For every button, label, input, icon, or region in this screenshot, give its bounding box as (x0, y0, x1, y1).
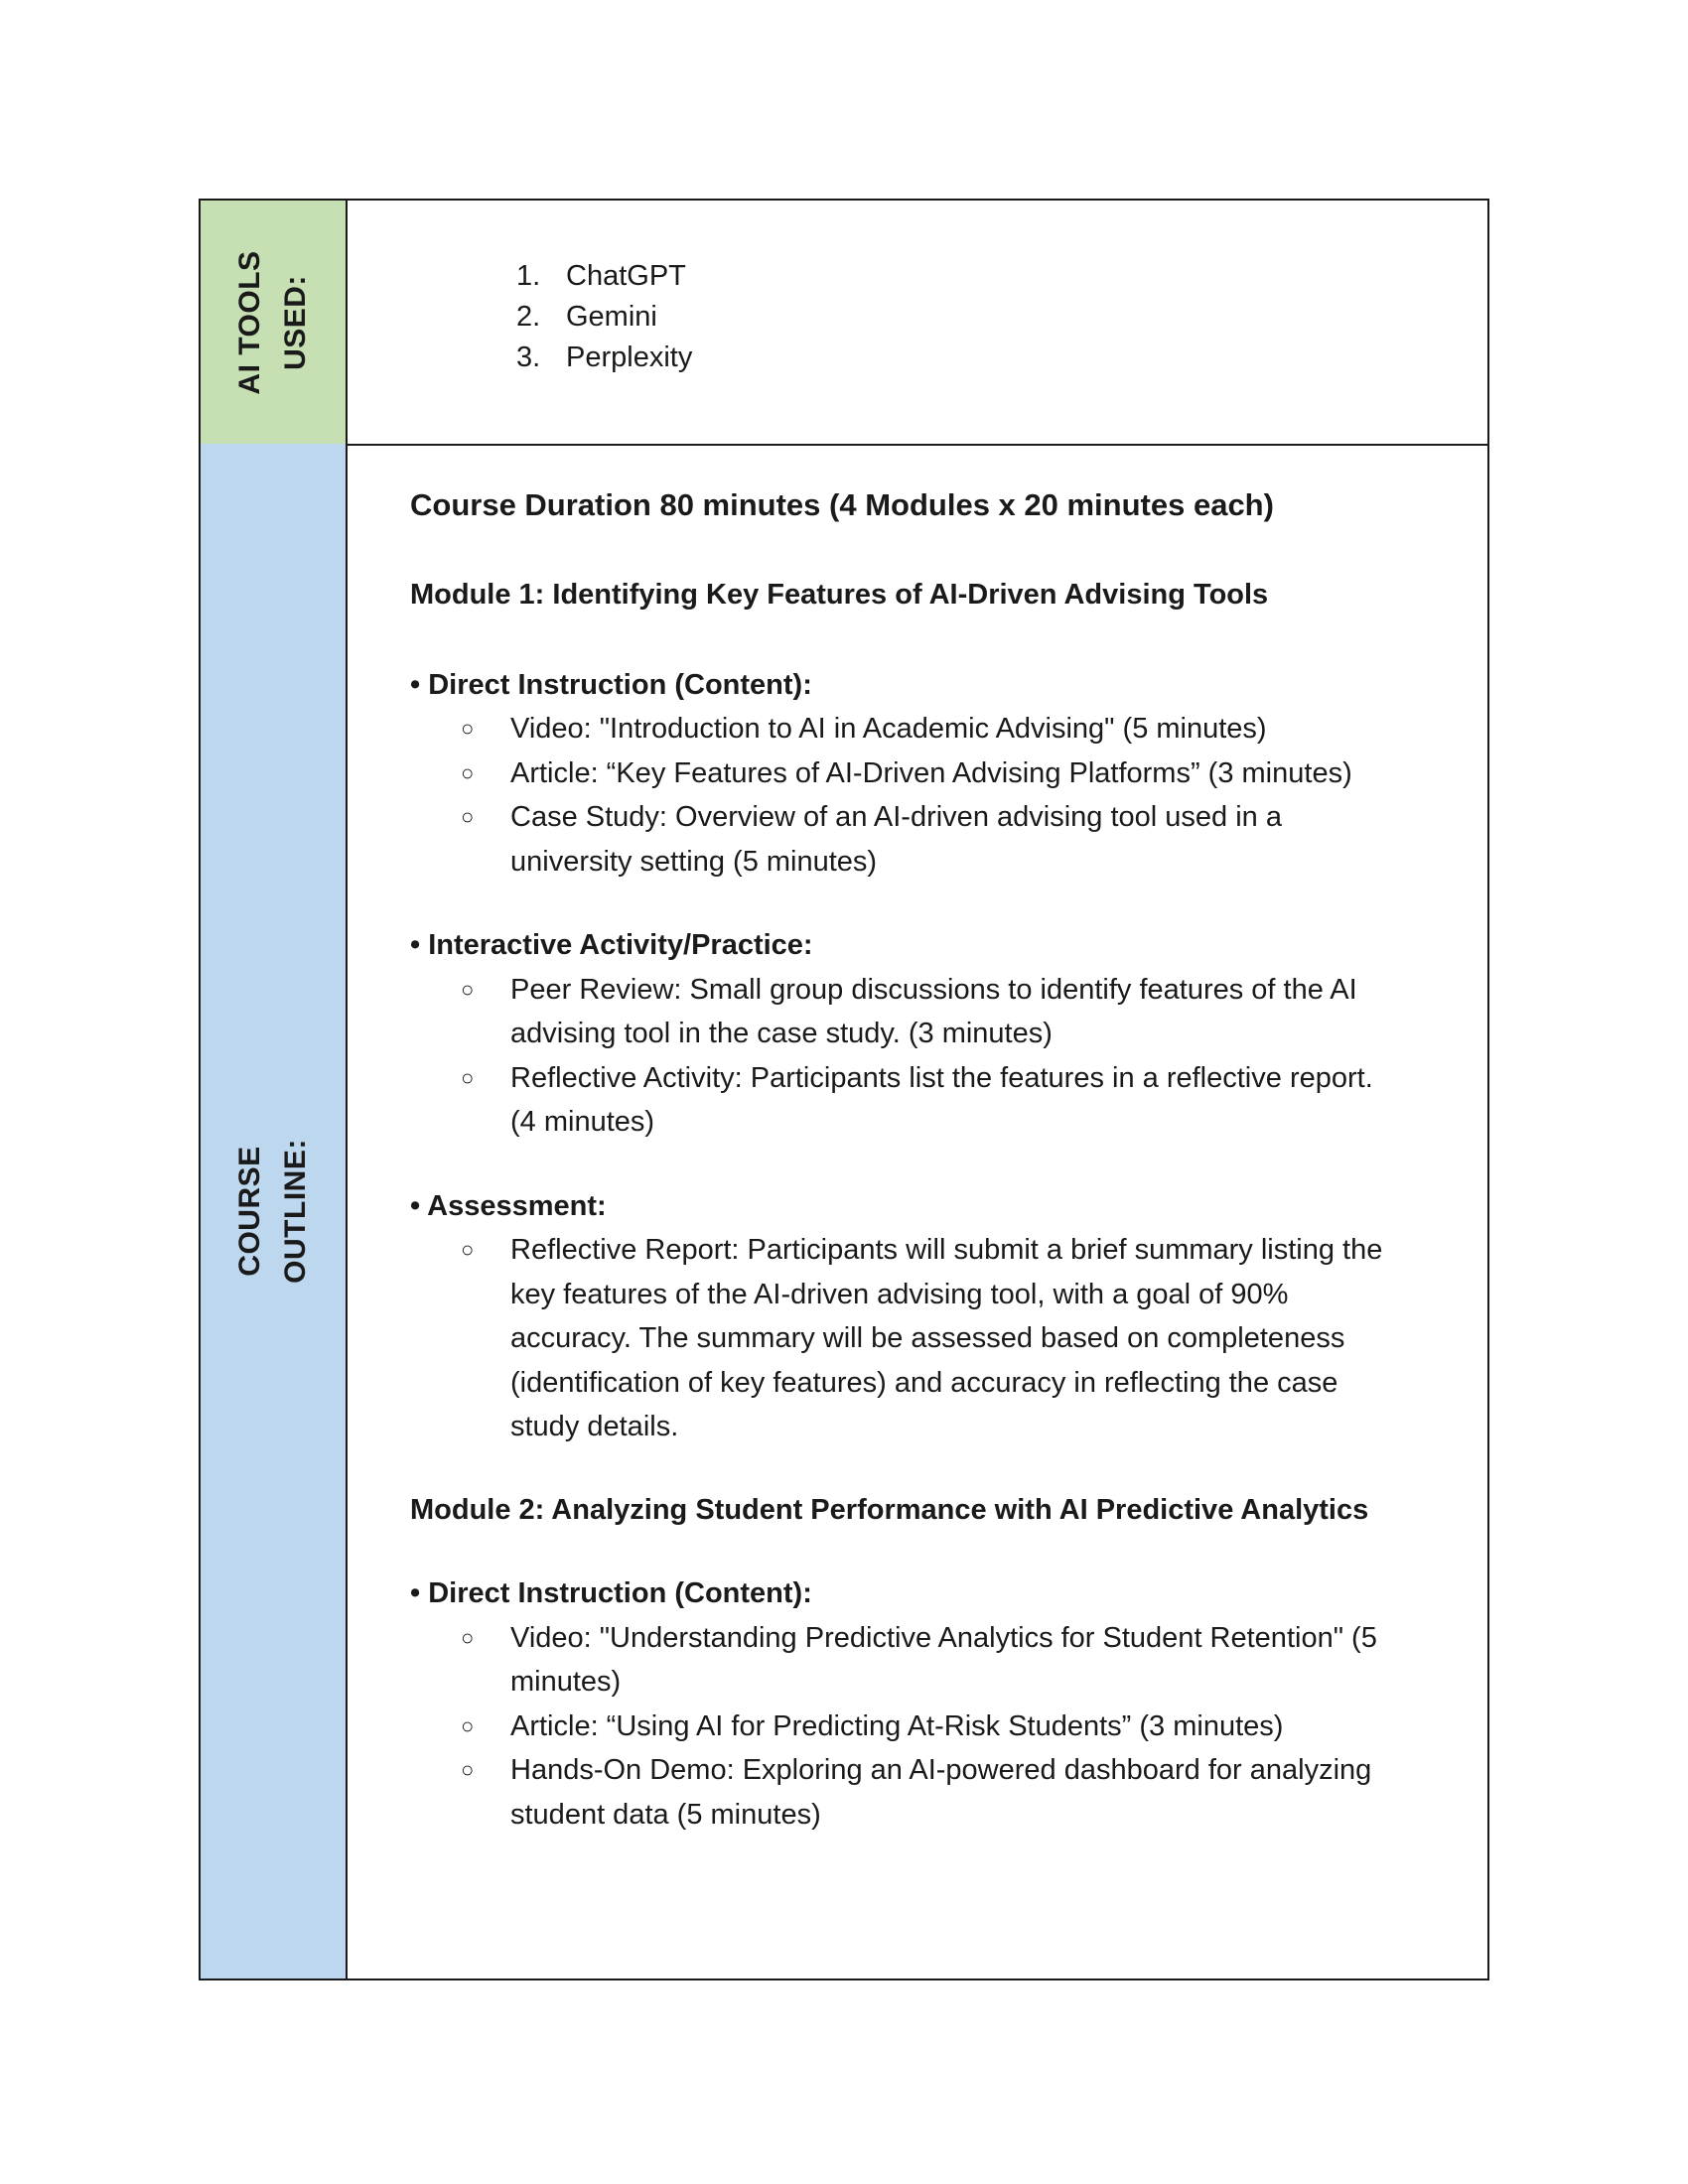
list-item: ○ Video: "Understanding Predictive Analytics for Student Retention" (5 minutes) (410, 1616, 1403, 1705)
list-item: 2. Gemini (516, 301, 657, 333)
ai-tools-label-cell (201, 201, 348, 444)
course-outline-label (227, 1139, 319, 1284)
bullet-circle-icon: ○ (461, 804, 475, 829)
bullet-circle-icon: ○ (461, 1624, 475, 1650)
list-item: ○ Case Study: Overview of an AI-driven advising tool used in a university setting (5 minutes) (410, 795, 1403, 884)
tool-name: Perplexity (566, 341, 693, 373)
course-outline-row (201, 444, 1487, 1979)
list-item: ○ Hands-On Demo: Exploring an AI-powered dashboard for analyzing student data (5 minutes) (410, 1748, 1403, 1837)
module-1-title: Module 1: Identifying Key Features of AI-Driven Advising Tools (410, 579, 1269, 611)
list-item: ○ Article: “Using AI for Predicting At-Risk Students” (3 minutes) (410, 1705, 1403, 1749)
bullet-circle-icon: ○ (461, 1712, 475, 1738)
list-item: 3. Perplexity (516, 341, 693, 373)
list-item: ○ Article: “Key Features of AI-Driven Advising Platforms” (3 minutes) (410, 751, 1403, 796)
course-table (199, 199, 1489, 1980)
section-heading: • Direct Instruction (Content): (410, 668, 812, 701)
course-outline-label-line1: COURSE (233, 1146, 266, 1277)
section-list (410, 707, 1403, 884)
ai-tools-label (227, 250, 319, 394)
tool-name: ChatGPT (566, 260, 686, 292)
list-item: ○ Reflective Report: Participants will submit a brief summary listing the key features of the AI-driven advising tool, with a goal of 90% accuracy. The summary will be assessed based on completeness (identification of key features) and accuracy in reflecting the case study details. (410, 1228, 1403, 1449)
course-duration-heading: Course Duration 80 minutes (4 Modules x 20 minutes each) (410, 487, 1274, 522)
section-heading: • Assessment: (410, 1189, 607, 1222)
ai-tools-label-line1: AI TOOLS (233, 249, 266, 395)
list-item: 1. ChatGPT (516, 260, 686, 292)
list-item: ○ Video: "Introduction to AI in Academic Advising" (5 minutes) (410, 707, 1403, 751)
section-list (410, 1228, 1403, 1449)
section-heading: • Interactive Activity/Practice: (410, 929, 813, 961)
list-item: ○ Peer Review: Small group discussions to identify features of the AI advising tool in the case study. (3 minutes) (410, 968, 1403, 1056)
course-outline-content-cell (348, 444, 1487, 1979)
bullet-circle-icon: ○ (461, 759, 475, 785)
bullet-circle-icon: ○ (461, 1064, 475, 1090)
ai-tools-row (201, 201, 1487, 446)
ai-tools-list (516, 256, 692, 378)
section-heading: • Direct Instruction (Content): (410, 1577, 812, 1609)
course-outline-label-cell (201, 444, 348, 1979)
bullet-circle-icon: ○ (461, 1237, 475, 1262)
bullet-circle-icon: ○ (461, 716, 475, 741)
section-list (410, 968, 1403, 1145)
tool-name: Gemini (566, 301, 657, 333)
module-2-title: Module 2: Analyzing Student Performance with AI Predictive Analytics (410, 1493, 1369, 1526)
bullet-circle-icon: ○ (461, 976, 475, 1002)
section-list (410, 1616, 1403, 1838)
ai-tools-label-line2: USED: (279, 274, 312, 370)
bullet-circle-icon: ○ (461, 1757, 475, 1782)
ai-tools-content-cell (348, 201, 1487, 444)
course-outline-label-line2: OUTLINE: (279, 1139, 312, 1284)
outline-body (410, 483, 1403, 1837)
list-item: ○ Reflective Activity: Participants list the features in a reflective report. (4 minutes) (410, 1056, 1403, 1145)
